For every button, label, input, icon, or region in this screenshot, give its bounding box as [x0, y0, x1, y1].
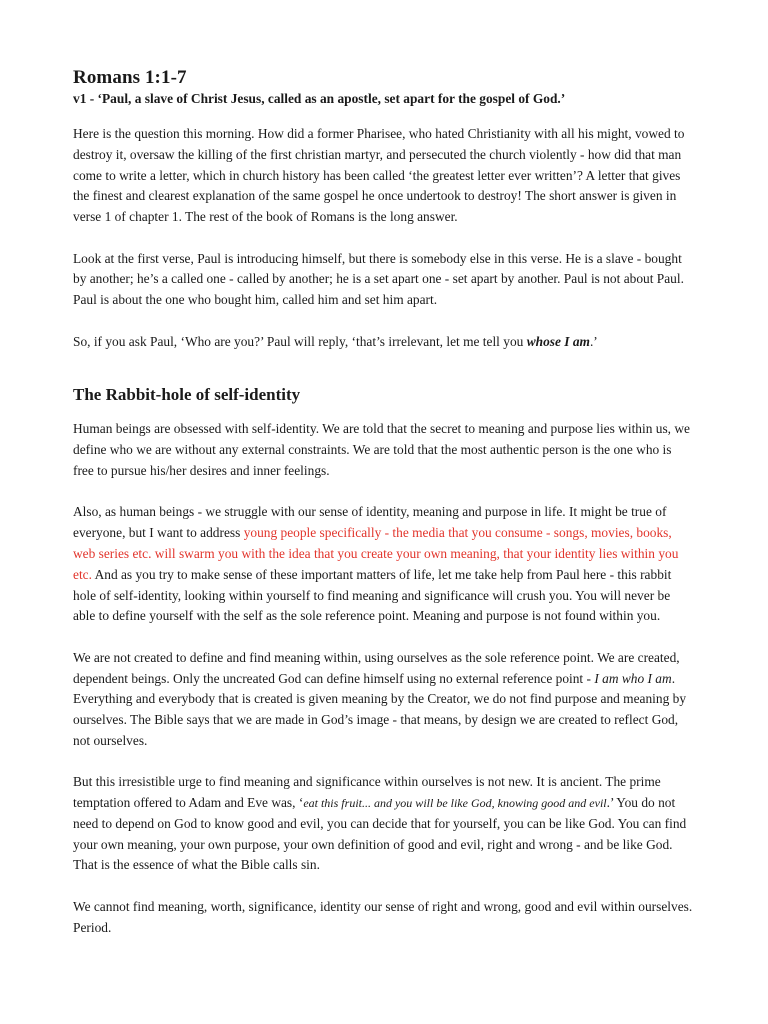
- section-p4-text: But this irresistible urge to find meaning and significance within ourselves is not new. It is ancient. The prime temptation offered to Adam and Eve was, ‘: [73, 774, 661, 811]
- intro-paragraph-2: Look at the first verse, Paul is introducing himself, but there is somebody else in this verse. He is a slave - bought by another; he’s a called one - called by another; he is a set apart one - set apart by another. Paul is not about Paul. Paul is about the one who bought him, called him and set him apart.: [73, 250, 684, 308]
- section-heading: The Rabbit-hole of self-identity: [73, 385, 301, 405]
- verse-subtitle: v1 - ‘Paul, a slave of Christ Jesus, called as an apostle, set apart for the gospel of God.’: [73, 91, 566, 106]
- section-p3-text: We are not created to define and find meaning within, using ourselves as the sole reference point. We are created, dependent beings. Only the uncreated God can define himself using no external reference point -: [73, 649, 680, 686]
- section-paragraph-1: Human beings are obsessed with self-identity. We are told that the secret to meaning and purpose lies within us, we define who we are without any external constraints. We are told that the most authentic person is the one who is free to pursue his/her desires and inner feelings.: [73, 421, 690, 478]
- intro-p3-end: .’: [589, 333, 598, 349]
- section-p2-text: Also, as human beings - we struggle with our sense of identity, meaning and purpose in life. It might be true of everyone, but I want to address: [73, 504, 667, 541]
- intro-p3-text: So, if you ask Paul, ‘Who are you?’ Paul will reply, ‘that’s irrelevant, let me tell you: [73, 333, 527, 349]
- section-paragraph-4: [73, 772, 695, 876]
- page-title: Romans 1:1-7: [73, 67, 187, 88]
- section-paragraph-3: [73, 648, 695, 752]
- section-p4-end: .’ You do not need to depend on God to know good and evil, you can decide that for yourself, you can be like God. You can find your own meaning, your own purpose, your own definition of good and evil, right and wrong - and be like God. That is the essence of what the Bible calls sin.: [73, 795, 687, 873]
- intro-paragraph-3: [73, 332, 695, 353]
- section-p3-end: . Everything and everybody that is created is given meaning by the Creator, we do not find purpose and meaning by ourselves. The Bible says that we are made in God’s image - that means, by design we are created to reflect God, not ourselves.: [73, 670, 687, 748]
- genesis-quote-italic: eat this fruit... and you will be like God, knowing good and evil: [303, 796, 607, 811]
- section-paragraph-2: [73, 502, 695, 627]
- section-p2-end: And as you try to make sense of these important matters of life, let me take help from Paul here - this rabbit hole of self-identity, looking within yourself to find meaning and significance will crush you. You will never be able to define yourself with the self as the sole reference point. Meaning and purpose is not found within you.: [73, 566, 672, 624]
- whose-i-am-emphasis: whose I am: [526, 333, 590, 349]
- highlighted-text: young people specifically - the media that you consume - songs, movies, books, web series etc. will swarm you with the idea that you create your own meaning, that your identity lies within you etc.: [73, 525, 679, 582]
- intro-paragraph-1: Here is the question this morning. How did a former Pharisee, who hated Christianity with all his might, vowed to destroy it, oversaw the killing of the first christian martyr, and persecuted the church violently - how did that man come to write a letter, which in church history has been called ‘the greatest letter ever written’? A letter that gives the finest and clearest explanation of the same gospel he once undertook to destroy! The short answer is given in verse 1 of chapter 1. The rest of the book of Romans is the long answer.: [73, 126, 685, 225]
- i-am-who-i-am-italic: I am who I am: [594, 670, 672, 686]
- section-paragraph-5: We cannot find meaning, worth, significance, identity our sense of right and wrong, good and evil within ourselves. Period.: [73, 898, 693, 935]
- document-page: [73, 66, 695, 938]
